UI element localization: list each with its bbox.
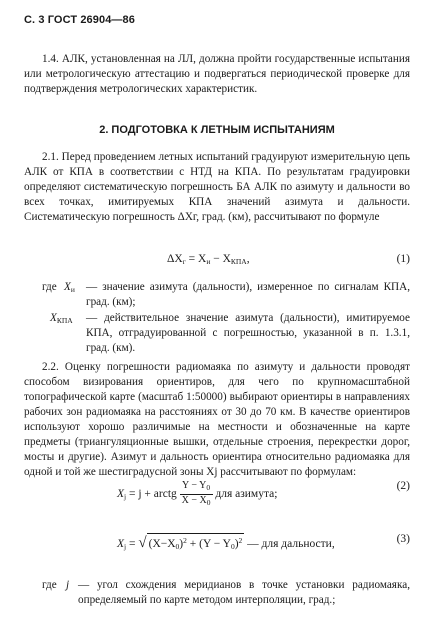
formula-2-number: (2): [396, 480, 410, 492]
formula-1-lhs: ΔX: [167, 253, 183, 265]
where-def-1: — значение азимута (дальности), измеренное по сигналам КПА, град. (км);: [86, 281, 410, 308]
formula-3-number: (3): [396, 533, 410, 545]
where-lead-1: где: [42, 281, 57, 293]
formula-2: $X_j = j$ + arctg $\frac{Y - Y_0}{X - X_0}$ для азимута;: [117, 480, 278, 507]
where-var-2: $X_{КПА}$: [50, 312, 73, 325]
where-def-2: — действительное значение азимута (дальности), имитируемое КПА, отградуированной с погрешностью, указанной в п. 1.3.1, град. (км).: [86, 312, 410, 354]
paragraph-2-1: 2.1. Перед проведением летных испытаний градуируют измерительную цепь АЛК от КПА в соответствии с НТД на КПА. По результатам градуировки определяют систематическую погрешность БА АЛК по азимуту и дальности во всех точках, имитируемых КПА значений азимута и дальности. Систематическую погрешность ΔXг, град. (км), рассчитывают по формуле: [24, 151, 410, 223]
radicand: $(X-X_0)^2 + (Y - Y_0)^2$: [147, 533, 245, 554]
where-var-j: j: [66, 579, 70, 591]
paragraph-1-4: 1.4. АЛК, установленная на ЛЛ, должна пройти государственные испытания или метрологическую аттестацию и подвергаться периодической проверке для подтверждения метрологических характеристик.: [24, 53, 410, 95]
paragraph-2-2: 2.2. Оценку погрешности радиомаяка по азимуту и дальности проводят способом визирования ориентиров, для чего по крупномасштабной топографической карте (масштаб 1:50000) выбирают ориентиры в направлениях рабочих зон радиомаяка на расстояниях от 30 до 70 км. В качестве ориентиров используют хорошо различимые на местности и обозначенные на карте предметы (триангуляционные вышки, отдельные строения, перекрестки дорог, мосты и другие). Азимут и дальность ориентира относительно радиомаяка для одной и той же шестиградусной зоны Xj рассчитывают по формулам:: [24, 361, 410, 478]
formula-3: $X_j$ = √ $(X-X_0)^2 + (Y - Y_0)^2$ — для дальности,: [117, 533, 335, 554]
radical-sign: √: [138, 535, 147, 551]
formula-1: $\Delta X_г = X_и - X_{КПА}$,: [167, 253, 250, 266]
section-heading-2: 2. ПОДГОТОВКА К ЛЕТНЫМ ИСПЫТАНИЯМ: [99, 124, 335, 136]
page-header: С. 3 ГОСТ 26904—86: [24, 14, 135, 26]
formula-2-fraction: $\frac{Y - Y_0}{X - X_0}$: [181, 480, 211, 507]
where-def-j: — угол схождения меридианов в точке установки радиомаяка, определяемый по карте методом интерполяции, град.;: [78, 579, 410, 606]
where-lead-2: где: [42, 579, 57, 591]
formula-1-number: (1): [396, 253, 410, 265]
where-var-1: $X_и$: [64, 281, 75, 294]
